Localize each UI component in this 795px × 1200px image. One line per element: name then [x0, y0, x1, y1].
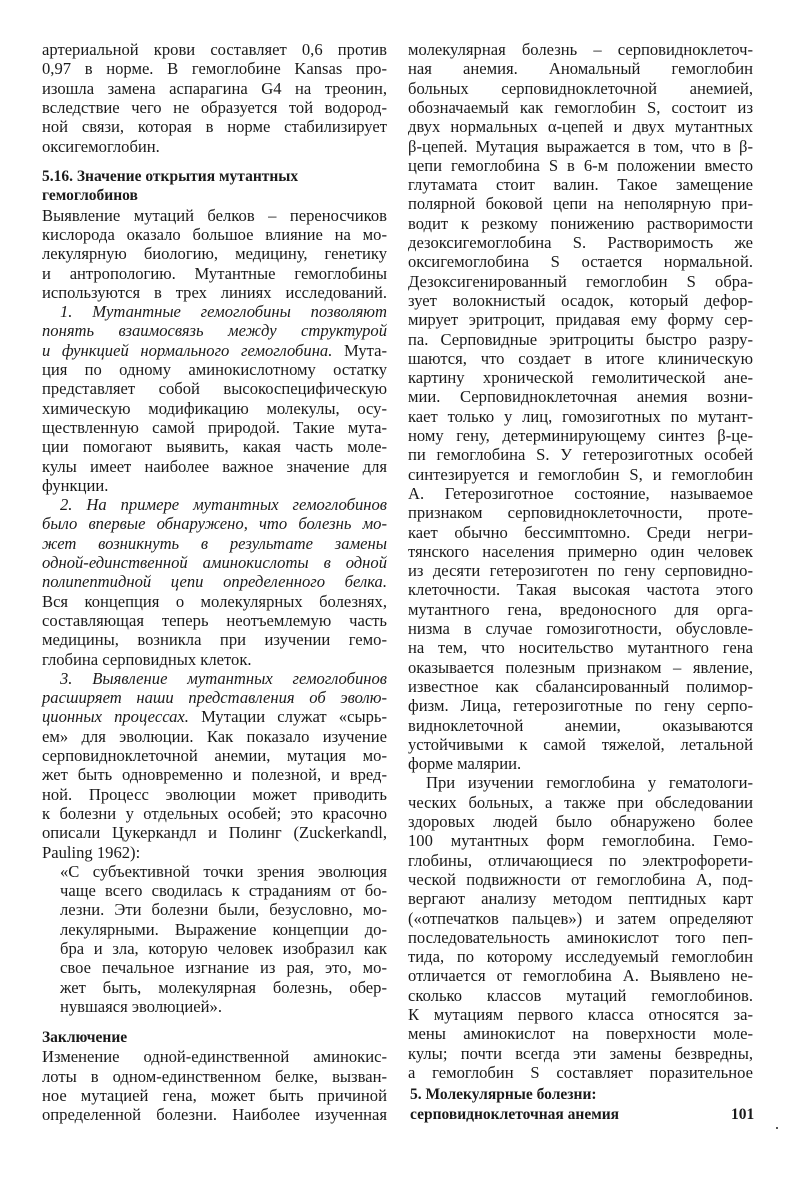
paragraph-line: вергают анализу методом пептидных карт: [408, 889, 753, 909]
paragraph-line: оказывается полезным признаком – явление,: [408, 657, 753, 677]
quote-line: жет быть, молекулярная болезнь, обер-: [60, 977, 387, 997]
paragraph-line: Выявление мутаций белков – переносчиков: [42, 205, 387, 225]
paragraph-line: артериальной крови составляет 0,6 против: [42, 40, 387, 59]
paragraph-line: признаком серповидноклеточности, проте-: [408, 503, 753, 523]
paragraph-line: молекулярная болезнь – серповидноклеточ-: [408, 40, 753, 59]
text-line-mixed: [42, 341, 387, 361]
paragraph-line: сколько классов мутаций гемоглобинов.: [408, 985, 753, 1005]
paragraph-line: кислорода оказало большое влияние на мо-: [42, 224, 387, 244]
paragraph-line: определенной болезни. Наиболее изученная: [42, 1105, 387, 1125]
paragraph-line: пи гемоглобина S. У гетерозиготных особей: [408, 445, 753, 465]
paragraph-line: ческой подвижности от гемоглобина А, под-: [408, 869, 753, 889]
paragraph-line: здоровых людей было обнаружено более: [408, 812, 753, 831]
paragraph-line: К мутациям первого класса относятся за-: [408, 1005, 753, 1024]
paragraph-line: используются в трех линиях исследований.: [42, 282, 387, 302]
normal-fragment: Мутации служат «сырь-: [188, 707, 388, 727]
paragraph-line: изошла замена аспарагина G4 на треонин,: [42, 78, 387, 98]
italic-line: 2. На примере мутантных гемоглобинов: [60, 495, 387, 515]
paragraph-line: ция по одному аминокислотному остатку: [42, 360, 387, 379]
paragraph-line: мии. Серповидноклеточная анемия возни-: [408, 387, 753, 407]
paragraph-line: жет быть одновременно и полезной, и вред-: [42, 765, 387, 785]
paragraph-line: отличается от гемоглобина А. Выявлено не-: [408, 966, 753, 986]
paragraph-line: мутантного гена, вредоносного для орга-: [408, 599, 753, 619]
quote-line: свое печальное изгнание из рая, это, мо-: [60, 958, 387, 978]
paragraph-line: больных серповидноклеточной анемией,: [408, 78, 753, 98]
paragraph-line: дезоксигемоглобина S. Растворимость же: [408, 233, 753, 252]
paragraph-line: оксигемоглобин.: [42, 136, 160, 156]
paragraph-line: При изучении гемоглобина у гематологи-: [426, 773, 753, 793]
paragraph-line: медицины, возникла при изучении гемо-: [42, 630, 387, 650]
paragraph-line: функции.: [42, 475, 109, 495]
italic-line: жет возникнуть в результате замены: [42, 533, 387, 553]
italic-line: расширяет наши представления об эволю-: [42, 688, 387, 708]
quote-line: нувшаяся эволюцией».: [60, 996, 222, 1016]
paragraph-line: картину хронической гемолитической ане-: [408, 368, 753, 388]
paragraph-line: представляет собой высокоспецифическую: [42, 379, 387, 399]
paragraph-line: оксигемоглобина S остается нормальной.: [408, 252, 753, 272]
italic-fragment: и функцией нормального гемоглобина.: [42, 340, 333, 360]
normal-fragment: Мута-: [332, 340, 387, 360]
paragraph-line: составляющая теперь неотъемлемую часть: [42, 610, 387, 630]
paragraph-line: («отпечатков пальцев») и затем определяют: [408, 908, 753, 928]
paragraph-line: Изменение одной-единственной аминокис-: [42, 1047, 387, 1067]
paragraph-line: кулы имеет наиболее важное значение для: [42, 456, 387, 476]
paragraph-line: синтезируется и гемоглобин S, и гемоглобин: [408, 464, 753, 484]
paragraph-line: тянского населения примерно один человек: [408, 541, 753, 561]
paragraph-line: А. Гетерозиготное состояние, называемое: [408, 483, 753, 503]
paragraph-line: 0,97 в норме. В гемоглобине Kansas про-: [42, 59, 387, 79]
paragraph-line: кает обычно бессимптомно. Среди негри-: [408, 522, 753, 542]
paragraph-line: водит к резкому понижению растворимости: [408, 213, 753, 233]
paragraph-line: тида, по которому исследуемый гемоглобин: [408, 947, 753, 967]
paragraph-line: физм. Лица, гетерозиготные по гену серпо-: [408, 696, 753, 716]
paragraph-line: вследствие чего не образуется той водород-: [42, 97, 387, 117]
running-footer-line1: 5. Молекулярные болезни:: [410, 1086, 597, 1103]
paragraph-line: Дезоксигенированный гемоглобин S обра-: [408, 271, 753, 291]
paragraph-line: цепи гемоглобина S в 6-м положении вместо: [408, 155, 753, 175]
paragraph-line: устойчивыми к самой тяжелой, летальной: [408, 734, 753, 754]
paragraph-line: к болезни у отдельных особей; это красочно: [42, 803, 387, 823]
italic-line: 1. Мутантные гемоглобины позволяют: [60, 302, 387, 322]
paragraph-line: глобина серповидных клеток.: [42, 649, 252, 669]
paragraph-line: ции помогают выявить, какая часть моле-: [42, 437, 387, 457]
paragraph-line: па. Серповидные эритроциты быстро разру-: [408, 329, 753, 349]
paragraph-line: форме малярии.: [408, 754, 522, 774]
paragraph-line: на тем, что носительство мутантного гена: [408, 638, 753, 658]
paragraph-line: кулы; почти всегда эти замены безвредны,: [408, 1043, 753, 1063]
paragraph-line: и антропологию. Мутантные гемоглобины: [42, 263, 387, 283]
paragraph-line: ное мутацией гена, может быть причиной: [42, 1085, 387, 1105]
paragraph-line: ем» для эволюции. Как показало изучение: [42, 726, 387, 746]
paragraph-line: ному гену, детерминирующему синтез β-це-: [408, 426, 753, 445]
text-line-mixed: [42, 707, 387, 727]
paragraph-line: низма в случае гомозиготности, обусловле-: [408, 619, 753, 638]
paragraph-line: ществленную самой природой. Такие мута-: [42, 417, 387, 437]
paragraph-line: полярной боковой цепи на неполярную при-: [408, 194, 753, 214]
paragraph-line: ной. Процесс эволюции может приводить: [42, 784, 387, 804]
paragraph-line: 100 мутантных форм гемоглобина. Гемо-: [408, 831, 753, 851]
scan-speck: [776, 1127, 778, 1129]
italic-line: было впервые обнаружено, что болезнь мо-: [42, 514, 387, 534]
paragraph-line: кает только у лиц, гомозиготных по мутант-: [408, 406, 753, 426]
paragraph-line: описали Цукеркандл и Полинг (Zuckerkandl,: [42, 823, 387, 843]
paragraph-line: ческих больных, а также при обследовании: [408, 792, 753, 812]
paragraph-line: а гемоглобин S составляет поразительное: [408, 1062, 753, 1082]
paragraph-line: Вся концепция о молекулярных болезнях,: [42, 591, 387, 611]
paragraph-line: глутамата стоит валин. Такое замещение: [408, 175, 753, 195]
quote-line: «С субъективной точки зрения эволюция: [60, 861, 387, 881]
italic-line: понять взаимосвязь между структурой: [42, 321, 387, 341]
paragraph-line: лекулярную биологию, медицину, генетику: [42, 244, 387, 264]
italic-line: полипептидной цепи определенного белка.: [42, 572, 387, 592]
italic-fragment: ционных процессах.: [42, 707, 189, 727]
quote-line: лезни. Эти болезни были, безусловно, мо-: [60, 900, 387, 920]
section-heading: 5.16. Значение открытия мутантных: [42, 168, 299, 185]
page-number: 101: [731, 1106, 755, 1123]
quote-line: лекулярными. Выражение концепции до-: [60, 919, 387, 939]
paragraph-line: химическую модификацию молекулы, осу-: [42, 398, 387, 418]
paragraph-line: двух нормальных α-цепей и двух мутантных: [408, 117, 753, 137]
paragraph-line: из десяти гетерозиготен по гену серповидно-: [408, 561, 753, 581]
conclusion-heading: Заключение: [42, 1029, 128, 1046]
paragraph-line: лоты в одном-единственном белке, вызван-: [42, 1066, 387, 1086]
quote-line: бра и зла, которую человек изобразил как: [60, 939, 387, 958]
paragraph-line: β-цепей. Мутация выражается в том, что в β-: [408, 136, 753, 156]
paragraph-line: последовательность аминокислот того пеп-: [408, 927, 753, 947]
paragraph-line: ной связи, которая в норме стабилизирует: [42, 117, 387, 137]
quote-line: чаще всего сводилась к страданиям от бо-: [60, 881, 387, 901]
paragraph-line: серповидноклеточной анемии, мутация мо-: [42, 746, 387, 765]
running-footer-line2: серповидноклеточная анемия: [410, 1106, 620, 1123]
paragraph-line: Pauling 1962):: [42, 842, 141, 862]
section-heading: гемоглобинов: [42, 187, 138, 205]
paragraph-line: зует волокнистый осадок, который дефор-: [408, 290, 753, 310]
paragraph-line: обозначаемый как гемоглобин S, состоит из: [408, 97, 753, 117]
italic-line: 3. Выявление мутантных гемоглобинов: [60, 668, 387, 688]
paragraph-line: клеточности. Такая высокая частота этого: [408, 580, 753, 600]
paragraph-line: ная анемия. Аномальный гемоглобин: [408, 59, 753, 79]
paragraph-line: мирует эритроцит, придавая ему форму сер-: [408, 310, 753, 330]
italic-line: одной-единственной аминокислоты в одной: [42, 553, 387, 572]
paragraph-line: глобины, отличающиеся по электрофорети-: [408, 850, 753, 870]
paragraph-line: мены аминокислот на поверхности моле-: [408, 1024, 753, 1044]
paragraph-line: известное как сбалансированный полимор-: [408, 676, 753, 696]
paragraph-line: видноклеточной анемии, оказываются: [408, 715, 753, 735]
paragraph-line: шаются, что создает в итоге клиническую: [408, 348, 753, 368]
